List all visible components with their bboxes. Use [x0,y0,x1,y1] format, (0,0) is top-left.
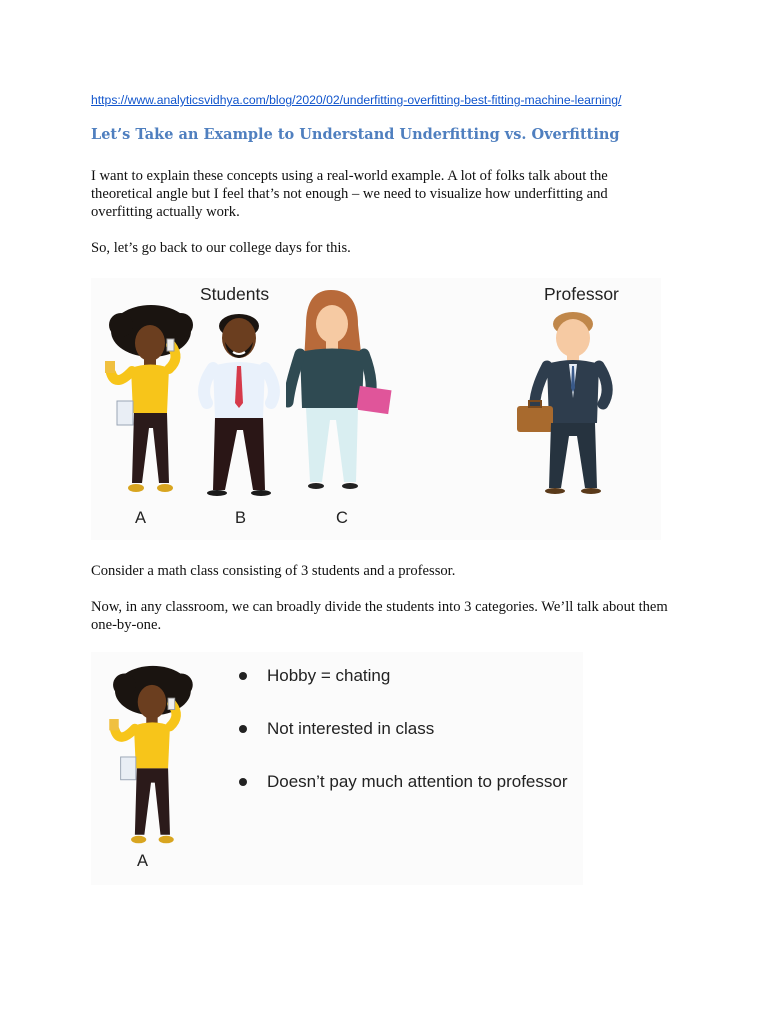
trait-text: Not interested in class [267,719,435,738]
source-link[interactable]: https://www.analyticsvidhya.com/blog/2020/02/underfitting-overfitting-best-fitting-machine-learning/ [91,93,622,107]
student-a-figure [103,664,199,849]
intro-paragraph: I want to explain these concepts using a real-world example. A lot of folks talk about the theoretical angle but I feel that’s not enough – we need to visualize how underfitting and overfitting actually work. [91,168,608,220]
student-c-letter: C [336,509,348,527]
math-class-paragraph: Consider a math class consisting of 3 students and a professor. [91,563,456,579]
trait-text: Hobby = chating [267,666,391,685]
bullet-icon [239,672,247,680]
students-label: Students [200,284,270,304]
student-a-figure [101,303,197,498]
students-professor-illustration [91,278,661,540]
trait-item [239,664,568,717]
trait-item [239,717,568,770]
trait-text: Doesn’t pay much attention to professor [267,772,568,791]
section-heading: Let’s Take an Example to Understand Underfitting vs. Overfitting [91,126,620,143]
trait-item [239,770,568,823]
professor-label: Professor [544,284,619,304]
categories-paragraph: Now, in any classroom, we can broadly divide the students into 3 categories. We’ll talk about them one-by-one. [91,599,668,633]
student-c-figure [286,290,396,495]
student-b-letter: B [235,509,247,527]
college-paragraph: So, let’s go back to our college days for this. [91,240,351,256]
student-b-figure [193,308,283,498]
student-a-description-illustration [91,652,583,885]
student-a-traits-list [239,664,568,823]
student-a-letter: A [137,852,149,870]
student-a-letter: A [135,509,147,527]
professor-figure [511,308,621,498]
bullet-icon [239,725,247,733]
bullet-icon [239,778,247,786]
